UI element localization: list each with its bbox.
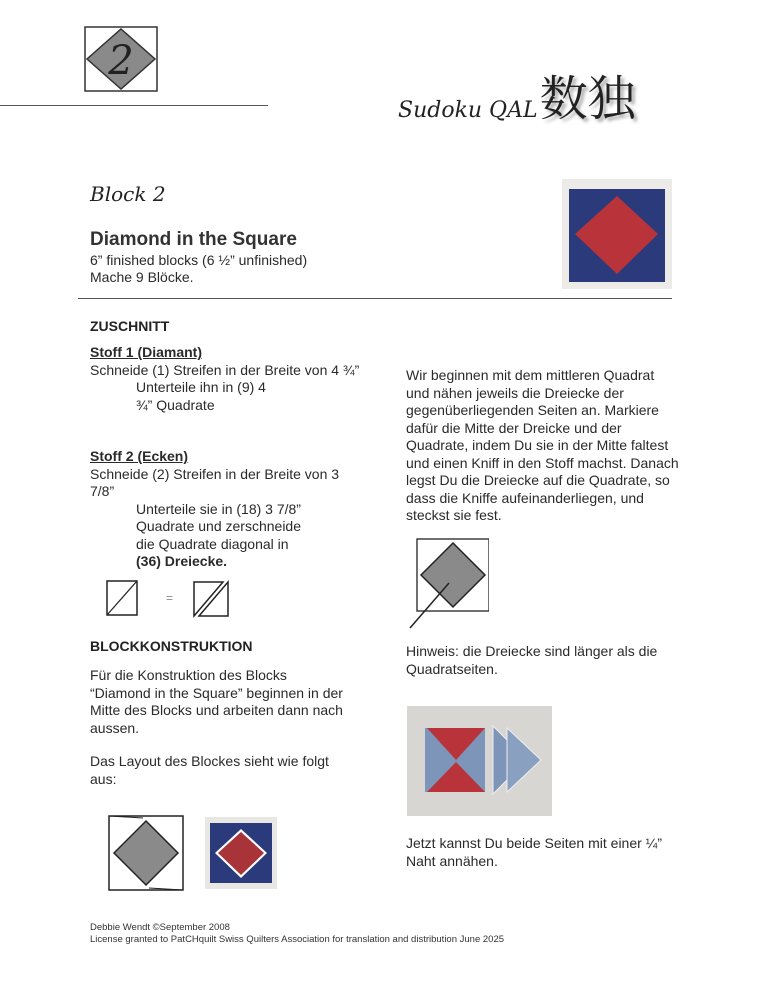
construction-text: Für die Konstruktion des Blocks “Diamond in the Square” beginnen in der Mitte des Blocks und arbeiten dann nach aussen. — [90, 667, 343, 736]
brand-title: Sudoku QAL 数独 — [398, 71, 636, 127]
two-triangles-icon — [193, 578, 229, 618]
block-count: Mache 9 Blöcke. — [90, 269, 194, 285]
finished-block-photo — [205, 817, 277, 889]
section-rule — [78, 298, 672, 299]
instruction-text: Wir beginnen mit dem mittleren Quadrat und nähen jeweils die Dreiecke der gegenüberliegenden Seiten an. Markiere dafür die Mitte der Dreicke und der Quadrate, indem Du sie in der Mitte faltest und einen Kniff in den Stoff machst. Danach legst Du die Dreiecke auf die Quadrate, so dass die Kniffe aufeinanderliegen, und steckst sie fest. — [406, 367, 679, 523]
footer: Debbie Wendt ©September 2008 License granted to PatCHquilt Swiss Quilters Association for translation and distribution June 2025 — [90, 922, 505, 945]
block-photo — [562, 179, 672, 289]
block-label: Block 2 — [90, 182, 166, 206]
layout-diagram — [108, 815, 184, 891]
layout-text: Das Layout des Blockes sieht wie folgt aus: — [90, 753, 329, 787]
sewing-text: Jetzt kannst Du beide Seiten mit einer ¼” Naht annähen. — [406, 835, 663, 869]
cutting-heading: ZUSCHNITT — [90, 318, 170, 334]
cut-diagram: = — [106, 578, 229, 618]
triangles-photo — [407, 706, 552, 816]
pinning-diagram — [409, 537, 489, 631]
fabric2-section: Stoff 2 (Ecken) Schneide (2) Streifen in der Breite von 3 7/8” Unterteile sie in (18) 3 7/8” Quadrate und zerschneide die Quadrate diagonal in (36) Dreiecke. — [90, 448, 340, 569]
block-size: 6” finished blocks (6 ½” unfinished) — [90, 252, 308, 268]
hint-text: Hinweis: die Dreiecke sind länger als die Quadratseiten. — [406, 643, 658, 677]
construction-heading: BLOCKKONSTRUKTION — [90, 638, 253, 654]
block-title: Diamond in the Square — [90, 229, 297, 250]
block-logo — [84, 26, 158, 92]
fabric1-section: Stoff 1 (Diamant) Schneide (1) Streifen in der Breite von 4 ¾” Unterteile ihn in (9) 4 ¾” Quadrate — [90, 344, 360, 413]
svg-text:2: 2 — [108, 38, 134, 84]
header-rule — [0, 105, 268, 106]
square-diagonal-icon — [106, 580, 138, 616]
